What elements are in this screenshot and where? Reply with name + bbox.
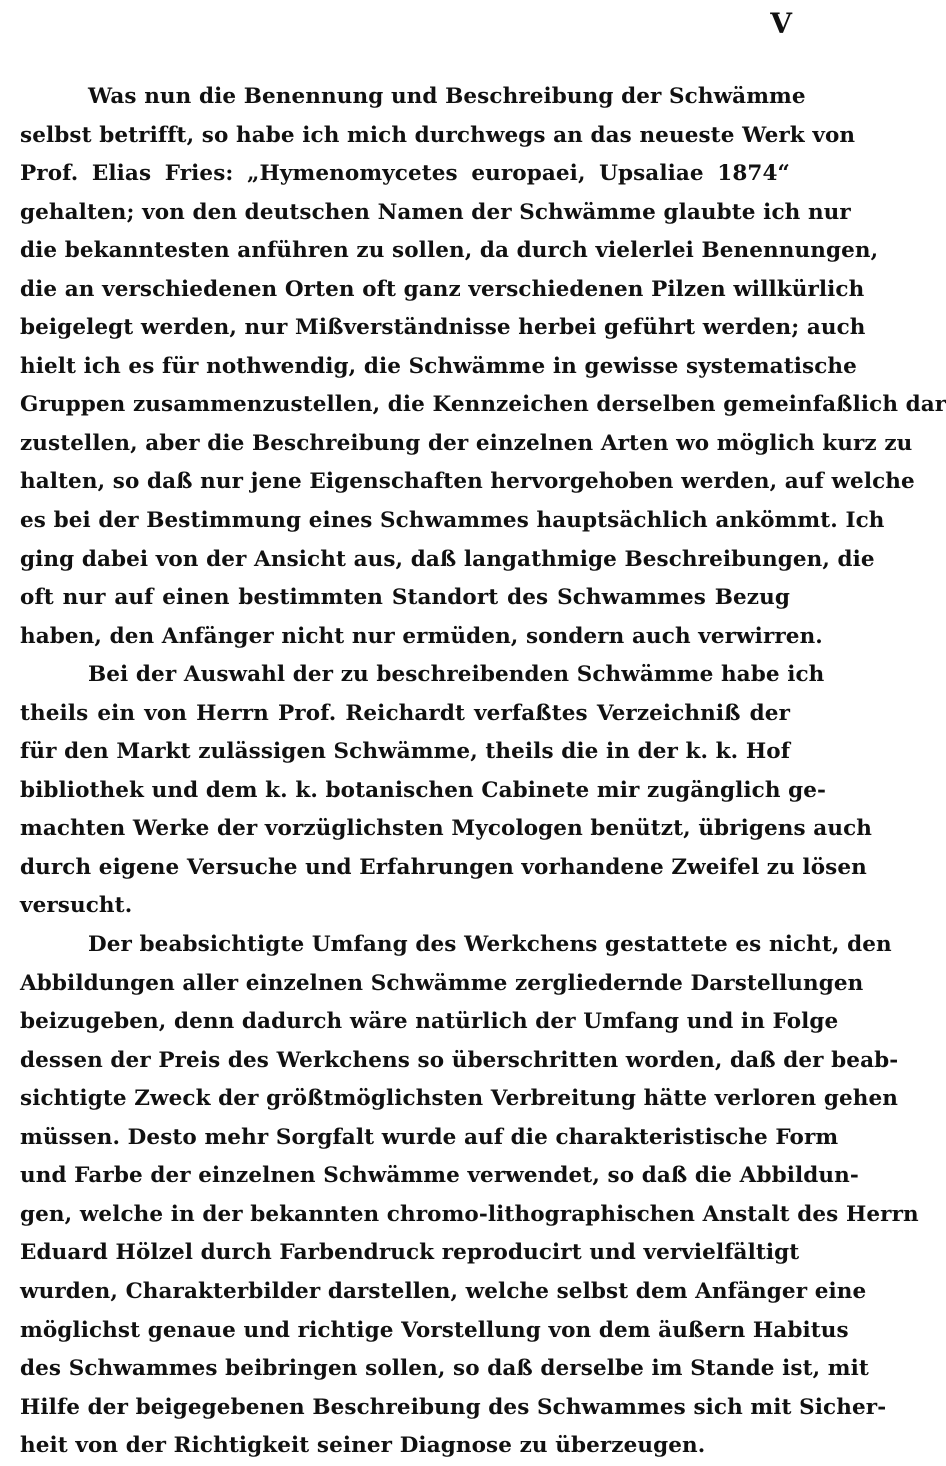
text-line: für den Markt zulässigen Schwämme, theils die in der k. k. Hof <box>20 739 791 765</box>
text-line: die bekanntesten anführen zu sollen, da durch vielerlei Benennungen, <box>20 238 879 264</box>
body-text <box>20 78 946 1466</box>
text-line: gen, welche in der bekannten chromo-lithographischen Anstalt des Herrn <box>20 1201 919 1227</box>
text-line: Gruppen zusammenzustellen, die Kennzeichen derselben gemeinfaßlich dar <box>20 392 946 418</box>
text-line: wurden, Charakterbilder darstellen, welche selbst dem Anfänger eine <box>20 1278 867 1304</box>
paragraph-3 <box>20 926 919 1466</box>
text-line: halten, so daß nur jene Eigenschaften hervorgehoben werden, auf welche <box>20 469 915 495</box>
text-line: müssen. Desto mehr Sorgfalt wurde auf die charakteristische Form <box>20 1124 839 1150</box>
page-number: V <box>770 7 792 40</box>
text-line: hielt ich es für nothwendig, die Schwämme in gewisse systematische <box>20 353 857 379</box>
text-line: beigelegt werden, nur Mißverständnisse herbei geführt werden; auch <box>20 315 866 341</box>
text-line: zustellen, aber die Beschreibung der einzelnen Arten wo möglich kurz zu <box>20 430 913 456</box>
text-line: bibliothek und dem k. k. botanischen Cabinete mir zugänglich ge- <box>20 777 827 803</box>
text-line: ging dabei von der Ansicht aus, daß langathmige Beschreibungen, die <box>20 546 875 572</box>
text-line: Eduard Hölzel durch Farbendruck reproducirt und vervielfältigt <box>20 1240 800 1266</box>
text-line: Bei der Auswahl der zu beschreibenden Schwämme habe ich <box>88 662 825 688</box>
text-line: die an verschiedenen Orten oft ganz verschiedenen Pilzen willkürlich <box>20 276 865 302</box>
text-line: Hilfe der beigegebenen Beschreibung des Schwammes sich mit Sicher- <box>20 1394 887 1420</box>
text-line: Der beabsichtigte Umfang des Werkchens gestattete es nicht, den <box>88 932 892 958</box>
text-line: es bei der Bestimmung eines Schwammes hauptsächlich ankömmt. Ich <box>20 508 885 534</box>
text-line: des Schwammes beibringen sollen, so daß derselbe im Stande ist, mit <box>20 1356 869 1382</box>
paragraph-1 <box>20 78 946 656</box>
text-line: gehalten; von den deutschen Namen der Schwämme glaubte ich nur <box>20 199 851 225</box>
text-line: selbst betrifft, so habe ich mich durchwegs an das neueste Werk von <box>20 122 856 148</box>
text-line: Abbildungen aller einzelnen Schwämme zergliedernde Darstellungen <box>20 970 864 996</box>
paragraph-2 <box>20 656 872 926</box>
text-line: sichtigte Zweck der größtmöglichsten Verbreitung hätte verloren gehen <box>20 1086 898 1112</box>
text-line: Prof. Elias Fries: „Hymenomycetes europaei, Upsaliae 1874“ <box>20 161 790 187</box>
text-line: und Farbe der einzelnen Schwämme verwendet, so daß die Abbildun- <box>20 1163 859 1189</box>
text-line: heit von der Richtigkeit seiner Diagnose zu überzeugen. <box>20 1433 706 1459</box>
text-line: versucht. <box>20 893 133 919</box>
text-line: theils ein von Herrn Prof. Reichardt verfaßtes Verzeichniß der <box>20 700 790 726</box>
text-line: beizugeben, denn dadurch wäre natürlich der Umfang und in Folge <box>20 1009 839 1035</box>
text-line: möglichst genaue und richtige Vorstellung von dem äußern Habitus <box>20 1317 849 1343</box>
text-line: machten Werke der vorzüglichsten Mycologen benützt, übrigens auch <box>20 816 872 842</box>
text-line: haben, den Anfänger nicht nur ermüden, sondern auch verwirren. <box>20 623 823 649</box>
text-line: dessen der Preis des Werkchens so überschritten worden, daß der beab- <box>20 1047 899 1073</box>
text-line: durch eigene Versuche und Erfahrungen vorhandene Zweifel zu lösen <box>20 854 867 880</box>
text-line: Was nun die Benennung und Beschreibung der Schwämme <box>88 84 806 109</box>
text-line: oft nur auf einen bestimmten Standort des Schwammes Bezug <box>20 585 790 611</box>
